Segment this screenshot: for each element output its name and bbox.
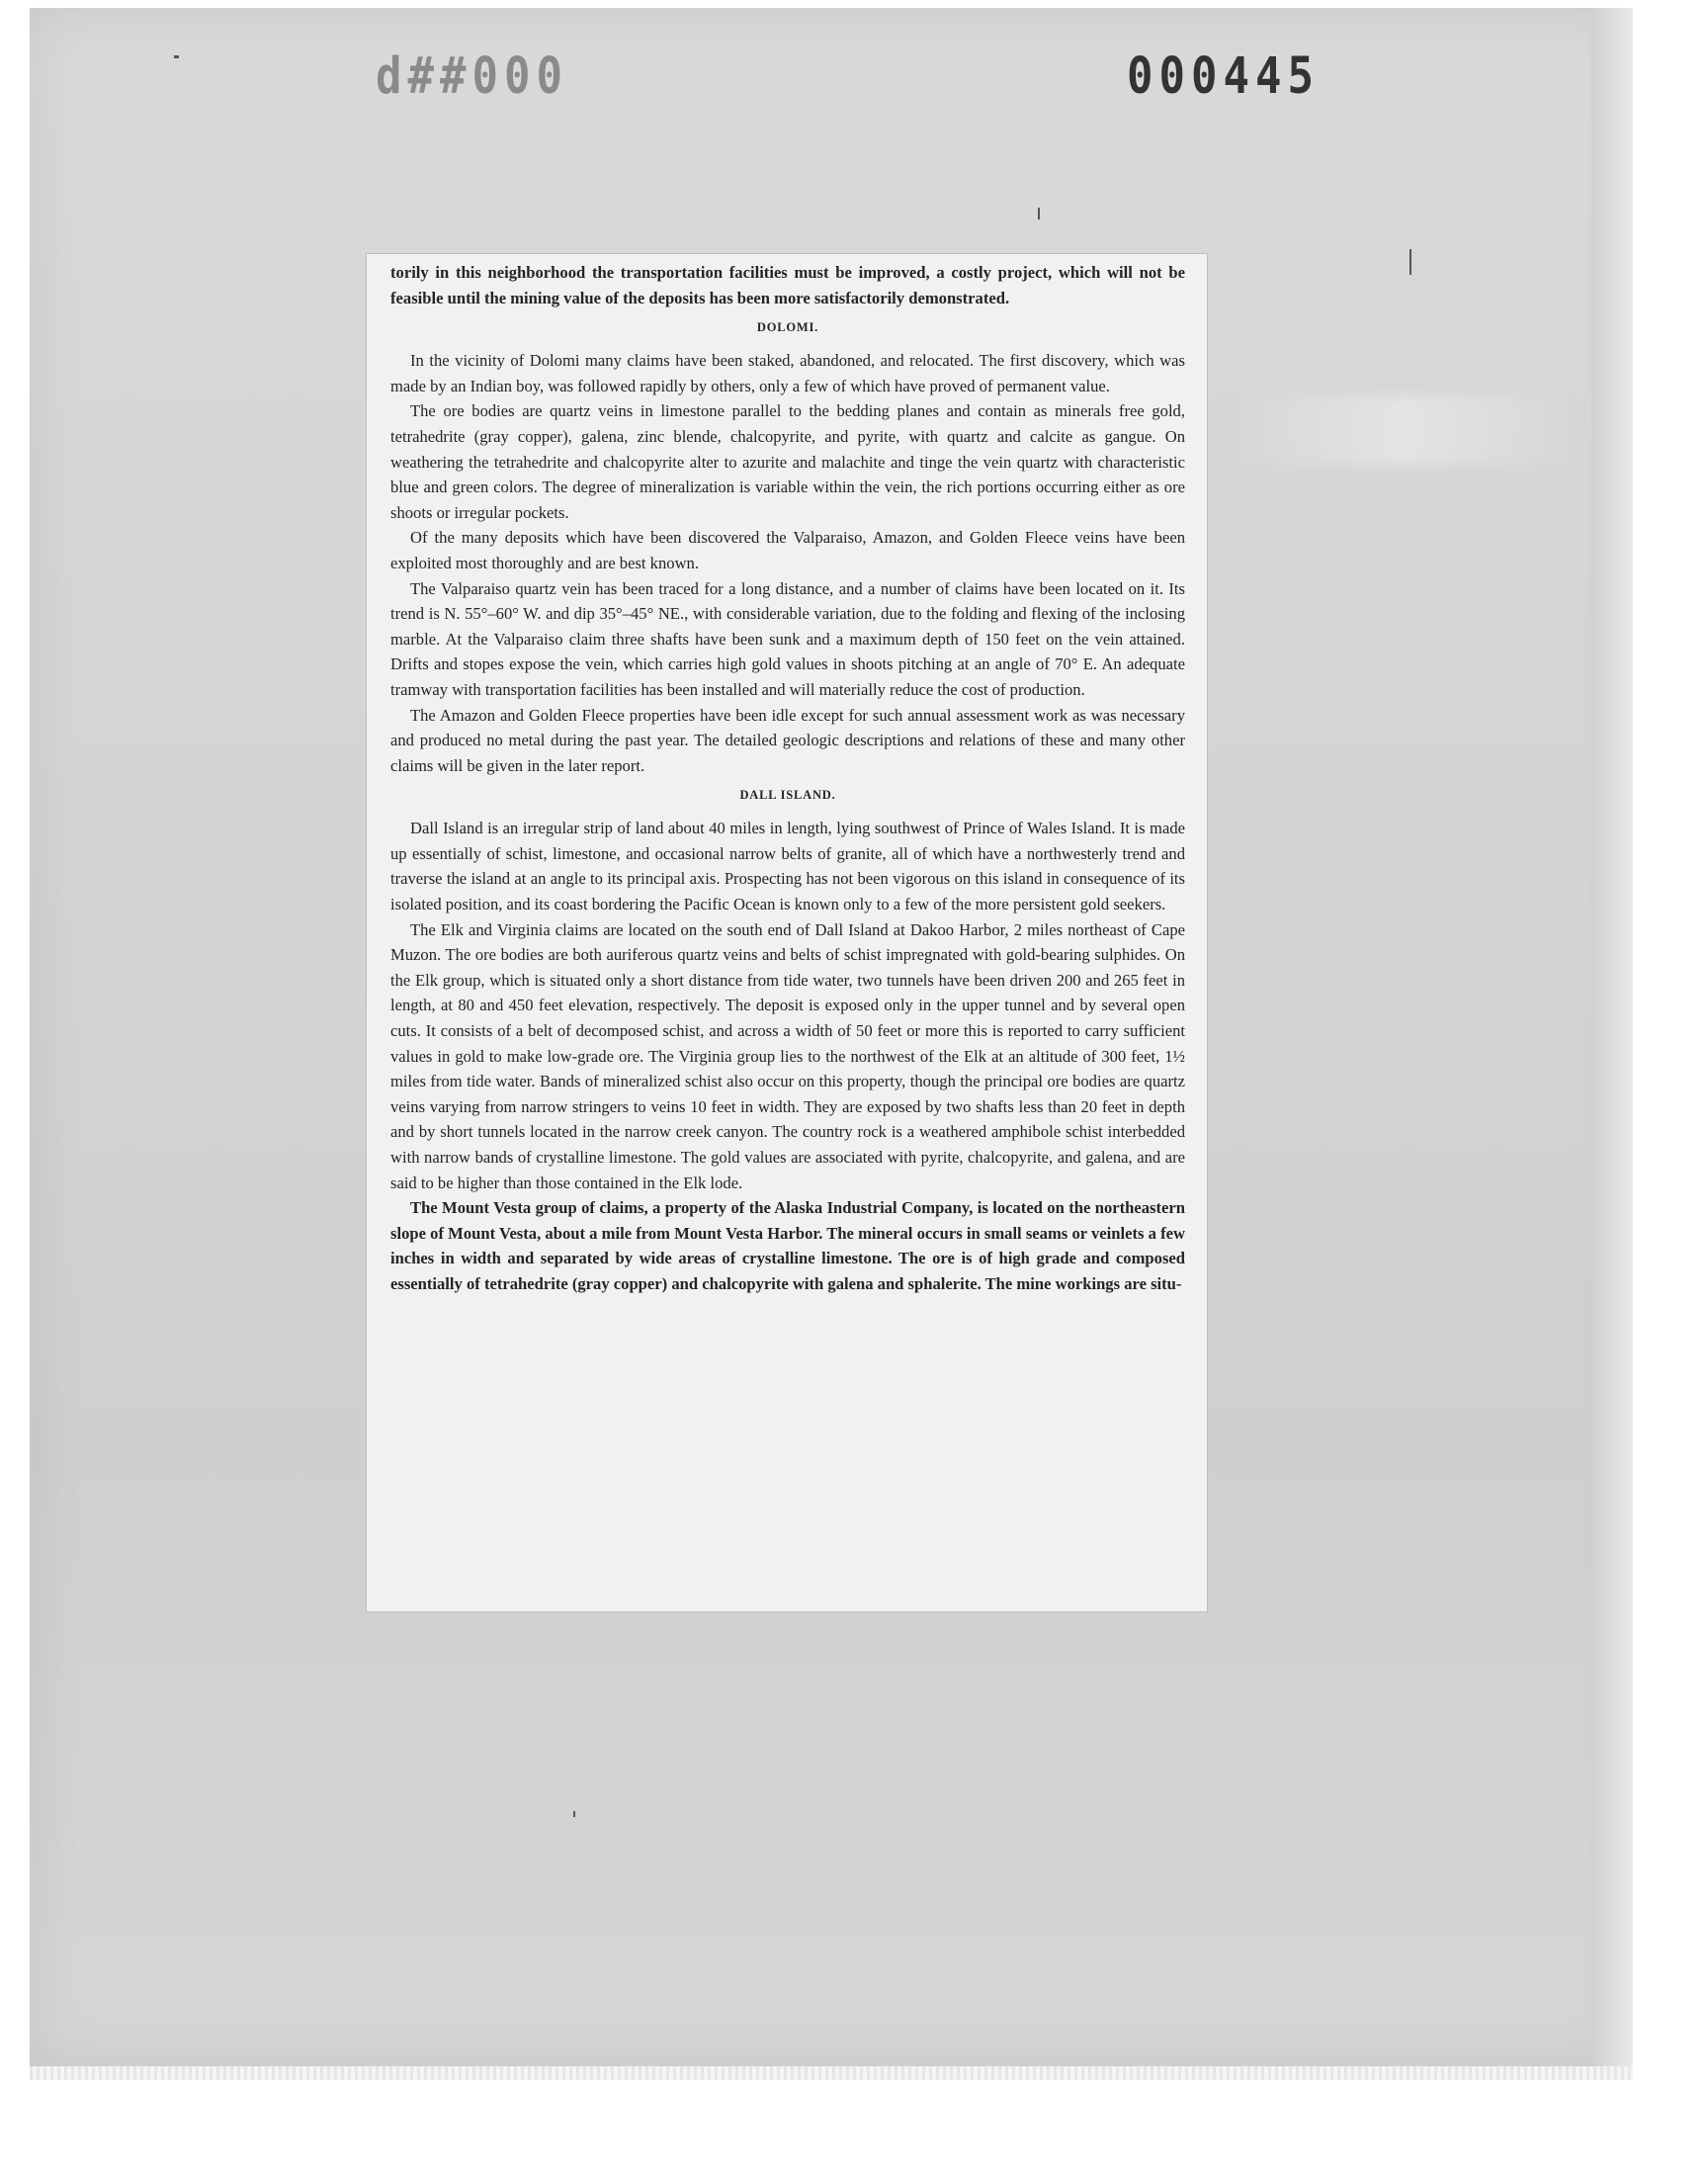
scan-speck <box>174 55 179 58</box>
paragraph: The Valparaiso quartz vein has been traced for a long distance, and a number of claims have been located on it. Its trend is N. 55°–60° W. and dip 35°–45° NE., with considerable variation, due to the folding and flexing of the inclosing marble. At the Valparaiso claim three shafts have been sunk and a maximum depth of 150 feet on the vein attained. Drifts and stopes expose the vein, which carries high gold values in shoots pitching at an angle of 70° E. An adequate tramway with transportation facilities has been installed and will materially reduce the cost of production. <box>390 578 1185 699</box>
scan-bottom-strip <box>30 2066 1633 2080</box>
scan-edge-shadow <box>1591 8 1633 2066</box>
paragraph: The Mount Vesta group of claims, a property of the Alaska Industrial Company, is located on the northeastern slope of Mount Vesta, about a mile from Mount Vesta Harbor. The mineral occurs in small seams or veinlets a few inches in width and separated by wide areas of crystalline limestone. The ore is of high grade and composed essentially of tetrahedrite (gray copper) and chalcopyrite with galena and sphalerite. The mine workings are situ- <box>390 1198 1185 1293</box>
scan-speck <box>573 1811 575 1817</box>
document-page <box>366 253 1208 1612</box>
stamp-number-right: 000445 <box>1127 47 1320 106</box>
paragraph: Dall Island is an irregular strip of land about 40 miles in length, lying southwest of Prince of Wales Island. It is made up essentially of schist, limestone, and occasional narrow belts of granite, all of which have a northwesterly trend and traverse the island at an angle to its principal axis. Prospecting has not been vigorous on this island in consequence of its isolated position, and its coast bordering the Pacific Ocean is known only to a few of the more persistent gold seekers. <box>390 819 1185 914</box>
paragraph: The Amazon and Golden Fleece properties have been idle except for such annual assessment work as was necessary and produced no metal during the past year. The detailed geologic descriptions and relations of these and many other claims will be given in the later report. <box>390 705 1185 775</box>
stamp-number-left: d##000 <box>376 47 568 106</box>
scan-speck <box>1038 208 1040 219</box>
scan-speck <box>1409 249 1411 275</box>
paragraph: Of the many deposits which have been discovered the Valparaiso, Amazon, and Golden Fleece veins have been exploited most thoroughly and are best known. <box>390 528 1185 572</box>
intro-paragraph: torily in this neighborhood the transportation facilities must be improved, a costly project, which will not be feasible until the mining value of the deposits has been more satisfactorily demonstrated. <box>390 263 1185 307</box>
paragraph: The Elk and Virginia claims are located on the south end of Dall Island at Dakoo Harbor, 2 miles northeast of Cape Muzon. The ore bodies are both auriferous quartz veins and belts of schist impregnated with gold-bearing sulphides. On the Elk group, which is situated only a short distance from tide water, two tunnels have been driven 200 and 265 feet in length, at 80 and 450 feet elevation, respectively. The deposit is exposed only in the upper tunnel and by several open cuts. It consists of a belt of decomposed schist, and across a width of 50 feet or more this is reported to carry sufficient values in gold to make low-grade ore. The Virginia group lies to the northwest of the Elk at an altitude of 300 feet, 1½ miles from tide water. Bands of mineralized schist also occur on this property, though the principal ore bodies are quartz veins varying from narrow stringers to veins 10 feet in width. They are exposed by two shafts less than 20 feet in depth and by short tunnels located in the narrow creek canyon. The country rock is a weathered amphibole schist interbedded with narrow bands of crystalline limestone. The gold values are associated with pyrite, chalcopyrite, and galena, and are said to be higher than those contained in the Elk lode. <box>390 919 1185 1192</box>
paragraph: In the vicinity of Dolomi many claims have been staked, abandoned, and relocated. The first discovery, which was made by an Indian boy, was followed rapidly by others, only a few of which have proved of permanent value. <box>390 351 1185 395</box>
paragraph: The ore bodies are quartz veins in limestone parallel to the bedding planes and contain as minerals free gold, tetrahedrite (gray copper), galena, zinc blende, chalcopyrite, and pyrite, with quartz and calcite as gangue. On weathering the tetrahedrite and chalcopyrite alter to azurite and malachite and tinge the vein quartz with characteristic blue and green colors. The degree of mineralization is variable within the vein, the rich portions occurring either as ore shoots or irregular pockets. <box>390 401 1185 522</box>
bleed-through-mark <box>1226 395 1581 465</box>
section-heading-dolomi: DOLOMI. <box>756 320 819 335</box>
section-heading-dall-island: DALL ISLAND. <box>739 788 836 803</box>
